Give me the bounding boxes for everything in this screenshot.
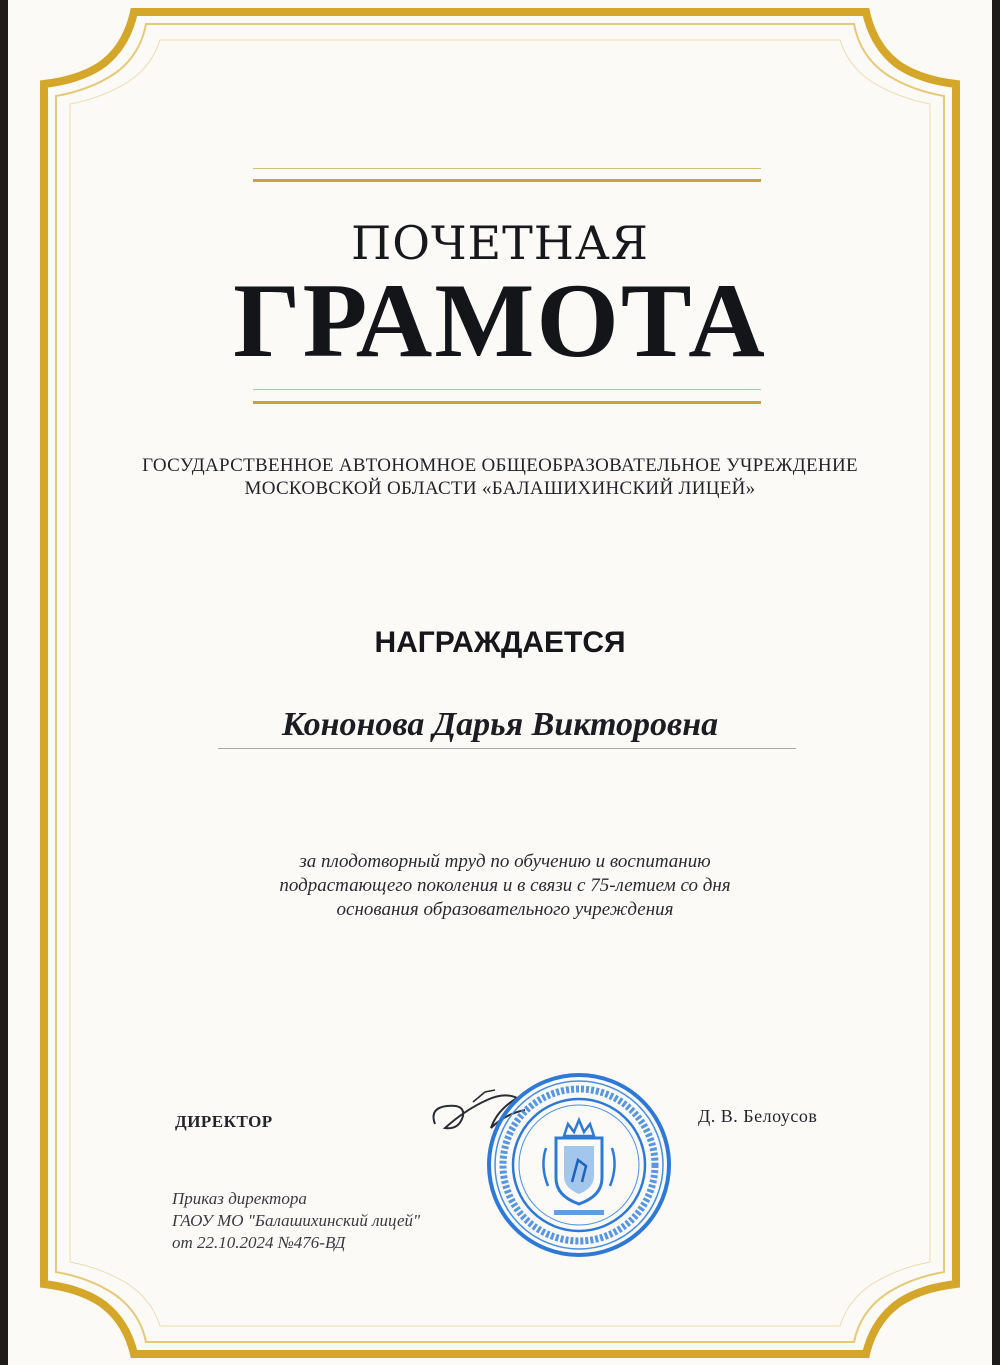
- reason-line-1: за плодотворный труд по обучению и воспитанию: [299, 851, 711, 872]
- awarded-label: НАГРАЖДАЕТСЯ: [374, 626, 626, 659]
- certificate-title-top: ПОЧЕТНАЯ: [351, 216, 649, 270]
- title-rule-top-thin: [253, 168, 761, 169]
- recipient-underline: [218, 748, 796, 749]
- title-rule-top: [253, 179, 761, 182]
- reason-line-3: основания образовательного учреждения: [336, 899, 674, 920]
- order-line-3: от 22.10.2024 №476-ВД: [172, 1233, 346, 1252]
- director-label: ДИРЕКТОР: [175, 1112, 273, 1131]
- institution-line-2: МОСКОВСКОЙ ОБЛАСТИ «БАЛАШИХИНСКИЙ ЛИЦЕЙ»: [244, 478, 756, 499]
- reason-line-2: подрастающего поколения и в связи с 75-летием со дня: [279, 875, 731, 896]
- order-line-1: Приказ директора: [172, 1189, 307, 1208]
- recipient-name: Кононова Дарья Викторовна: [281, 706, 719, 743]
- award-reason: [0, 850, 1000, 922]
- institution-line-1: ГОСУДАРСТВЕННОЕ АВТОНОМНОЕ ОБЩЕОБРАЗОВАТЕЛЬНОЕ УЧРЕЖДЕНИЕ: [142, 455, 858, 476]
- title-rule-bottom-thin: [253, 389, 761, 390]
- order-reference: [172, 1188, 420, 1254]
- order-line-2: ГАОУ МО "Балашихинский лицей": [172, 1211, 421, 1230]
- director-name: Д. В. Белоусов: [698, 1106, 818, 1126]
- title-rule-bottom: [253, 401, 761, 404]
- certificate-title-main: ГРАМОТА: [233, 262, 767, 379]
- official-round-seal-icon: [484, 1070, 674, 1260]
- institution-name: [0, 454, 1000, 500]
